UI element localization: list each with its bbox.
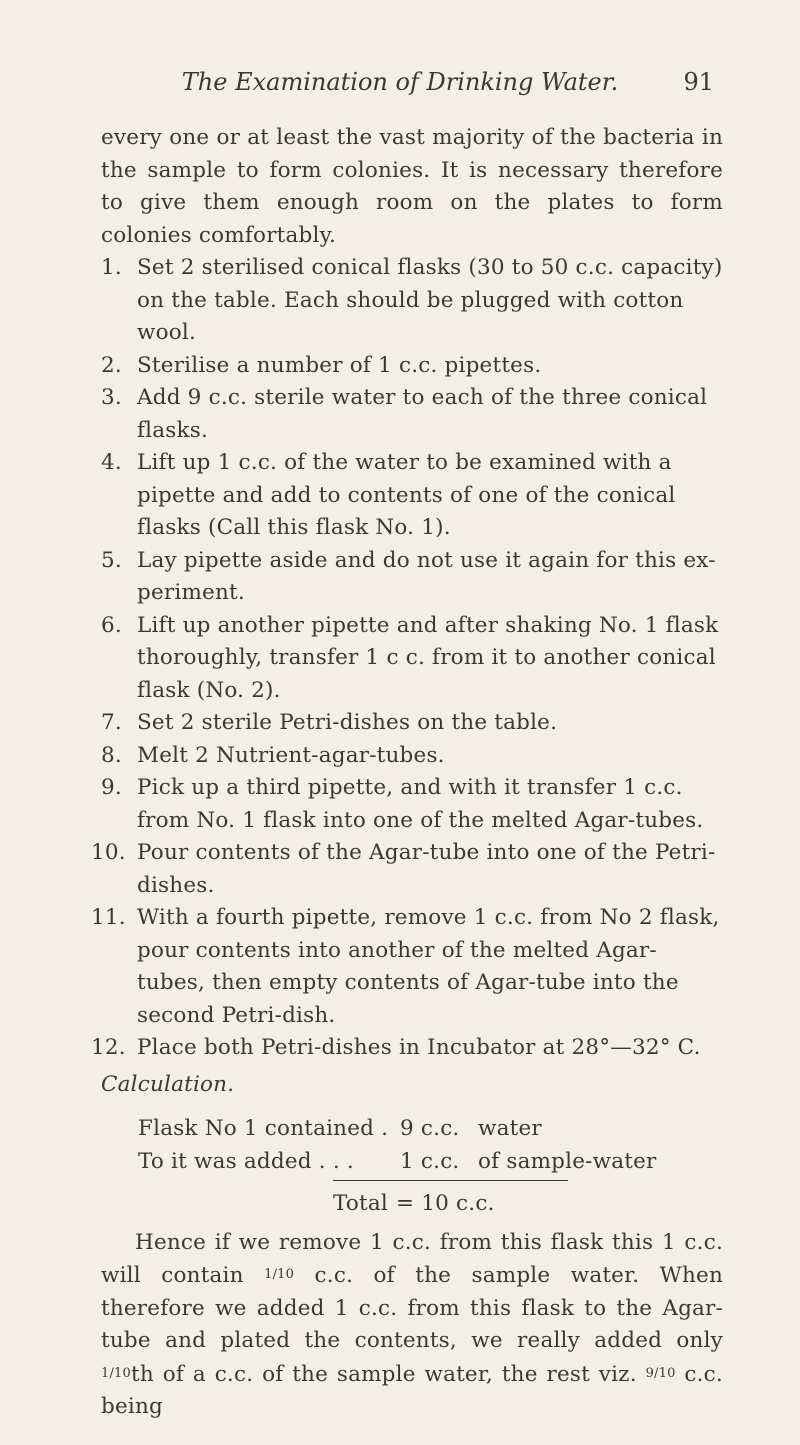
step-text: Melt 2 Nutrient-agar-tubes. — [137, 742, 445, 768]
step-number: 12. — [91, 1035, 126, 1060]
total-rule — [333, 1180, 568, 1181]
calculation-block — [101, 1113, 723, 1221]
calc-amount: 1 c.c. — [400, 1148, 460, 1174]
calc-row — [138, 1146, 723, 1179]
step-number: 6. — [101, 612, 122, 638]
step-item — [101, 447, 723, 545]
calc-row — [138, 1113, 723, 1146]
step-item — [101, 610, 723, 708]
step-text: Lift up 1 c.c. of the water to be examined with a pipette and add to contents of one of the conical flasks (Call this flask No. 1). — [137, 450, 676, 540]
step-text: Place both Petri-dishes in Incubator at 28°—32° C. — [137, 1035, 701, 1060]
step-item — [101, 707, 723, 740]
closing-text-2: c.c. of the sample water. When therefore we added 1 c.c. from this flask to the Agar-tube and plated the contents, we really added only — [101, 1263, 723, 1353]
fraction-one-tenth-second: 1/10 — [101, 1365, 131, 1381]
calc-desc: water — [478, 1116, 542, 1141]
step-item — [101, 252, 723, 350]
step-item — [91, 1032, 723, 1065]
step-item — [101, 740, 723, 773]
total-row — [138, 1188, 723, 1221]
step-number: 5. — [101, 547, 122, 573]
fraction-nine-tenths: 9/10 — [645, 1365, 676, 1381]
calc-desc: of sample-water — [478, 1148, 657, 1174]
calc-label: To it was added . . . — [138, 1148, 354, 1174]
running-title: The Examination of Drinking Water. — [181, 68, 619, 96]
step-item — [91, 902, 723, 1032]
closing-text-4: c.c. being — [101, 1361, 723, 1419]
step-item — [101, 545, 723, 610]
step-number: 7. — [101, 710, 122, 735]
step-text: Lift up another pipette and after shaking No. 1 flask thoroughly, transfer 1 c c. from it to another conical flask (No. 2). — [137, 612, 719, 703]
step-number: 9. — [101, 775, 122, 800]
closing-text-3: th of a c.c. of the sample water, the rest viz. — [131, 1361, 637, 1387]
calculation-heading: Calculation. — [101, 1071, 235, 1097]
page-number: 91 — [683, 68, 714, 96]
calc-amount: 9 c.c. — [400, 1116, 460, 1141]
page-header — [0, 68, 800, 102]
closing-text-1: Hence if we remove 1 c.c. from this flask this 1 c.c. will contain — [101, 1229, 723, 1288]
step-number: 4. — [101, 450, 122, 475]
step-number: 3. — [101, 385, 122, 410]
calc-label: Flask No 1 contained . — [138, 1116, 389, 1141]
total-rule-wrap — [138, 1178, 723, 1182]
closing-paragraph — [101, 1227, 723, 1424]
procedure-steps — [91, 252, 723, 1065]
step-text: With a fourth pipette, remove 1 c.c. from No 2 flask, pour contents into another of the melted Agar-tubes, then empty contents of Agar-tube into the second Petri-dish. — [137, 905, 720, 1028]
step-number: 10. — [91, 840, 126, 865]
step-text: Pour contents of the Agar-tube into one of the Petri-dishes. — [137, 840, 716, 898]
step-item — [101, 382, 723, 447]
step-number: 2. — [101, 352, 122, 378]
step-text: Lay pipette aside and do not use it again for this ex-periment. — [137, 547, 716, 605]
step-item — [101, 772, 723, 837]
step-text: Sterilise a number of 1 c.c. pipettes. — [137, 352, 542, 378]
step-text: Add 9 c.c. sterile water to each of the three conical flasks. — [137, 385, 708, 443]
calculation-table — [138, 1113, 723, 1221]
step-item — [101, 350, 723, 383]
fraction-one-tenth: 1/10 — [264, 1267, 295, 1282]
total-label: Total — [333, 1191, 388, 1216]
step-item — [91, 837, 723, 902]
step-text: Set 2 sterile Petri-dishes on the table. — [137, 710, 558, 735]
total-value: = 10 c.c. — [396, 1191, 495, 1216]
body-text — [91, 122, 723, 1445]
step-number: 8. — [101, 742, 122, 768]
intro-paragraph: every one or at least the vast majority of the bacteria in the sample to form colonies. It is necessary therefore to give them enough room on the plates to form colonies comfortably. — [101, 125, 723, 248]
step-number: 11. — [91, 905, 126, 930]
step-number: 1. — [101, 255, 122, 280]
step-text: Set 2 sterilised conical flasks (30 to 50 c.c. capacity) on the table. Each should be plugged with cotton wool. — [137, 255, 723, 345]
step-text: Pick up a third pipette, and with it transfer 1 c.c. from No. 1 flask into one of the melted Agar-tubes. — [137, 775, 704, 833]
